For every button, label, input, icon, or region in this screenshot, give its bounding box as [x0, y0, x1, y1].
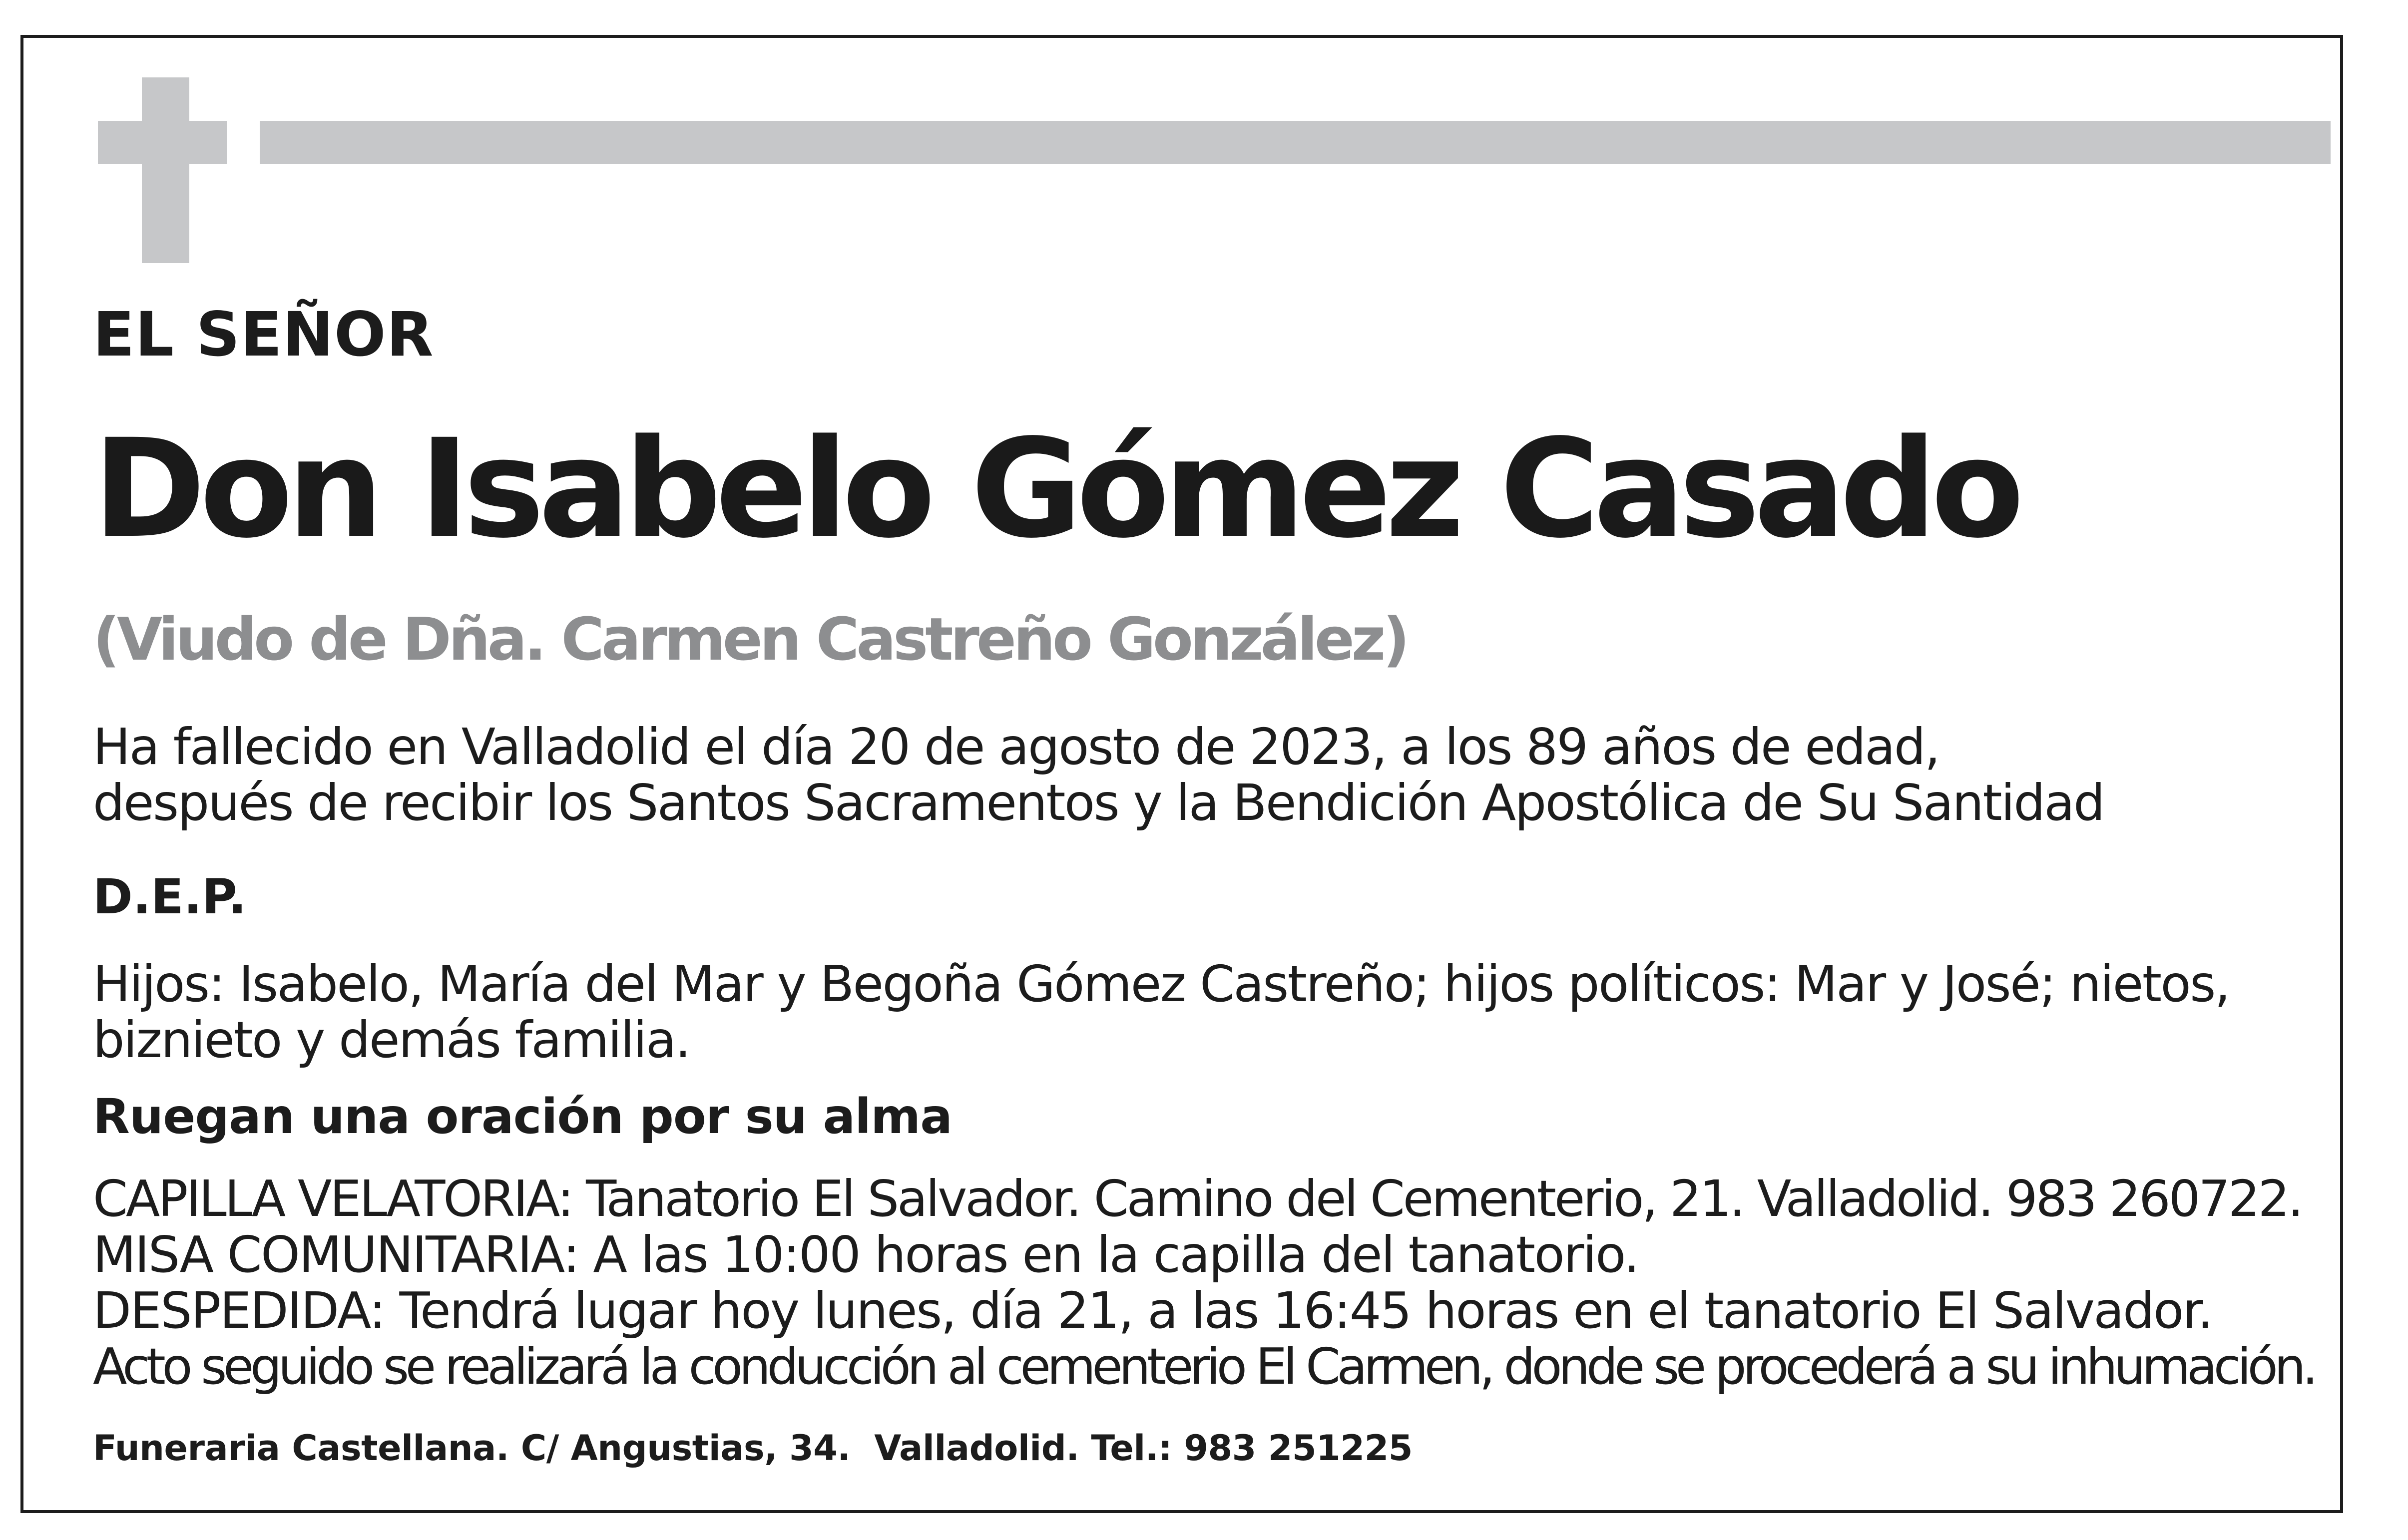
header-rule [260, 121, 2331, 164]
cross-vertical-bar [142, 77, 189, 263]
spouse-note: (Viudo de Dña. Carmen Castreño González) [93, 605, 1407, 674]
prayer-request: Ruegan una oración por su alma [93, 1089, 952, 1145]
deceased-name: Don Isabelo Gómez Casado [93, 410, 2018, 568]
honorific-prefix: EL SEÑOR [93, 299, 434, 370]
service-line: Acto seguido se realizará la conducción al cementerio El Carmen, donde se procederá a su inhumación. [93, 1337, 2315, 1396]
death-announcement-line: Ha fallecido en Valladolid el día 20 de agosto de 2023, a los 89 años de edad, [93, 718, 1939, 776]
death-announcement-line: después de recibir los Santos Sacramentos y la Bendición Apostólica de Su Santidad [93, 773, 2104, 832]
family-line: biznieto y demás familia. [93, 1011, 690, 1069]
rip-label: D.E.P. [93, 869, 247, 925]
family-line: Hijos: Isabelo, María del Mar y Begoña Gómez Castreño; hijos políticos: Mar y José; nietos, [93, 955, 2230, 1013]
service-line: CAPILLA VELATORIA: Tanatorio El Salvador. Camino del Cementerio, 21. Valladolid. 983 260722. [93, 1169, 2302, 1228]
service-line: DESPEDIDA: Tendrá lugar hoy lunes, día 21, a las 16:45 horas en el tanatorio El Salvador. [93, 1281, 2212, 1340]
funeral-home-footer: Funeraria Castellana. C/ Angustias, 34. Valladolid. Tel.: 983 251225 [93, 1428, 1413, 1469]
cross-horizontal-bar [98, 121, 227, 164]
service-line: MISA COMUNITARIA: A las 10:00 horas en la capilla del tanatorio. [93, 1225, 1639, 1284]
